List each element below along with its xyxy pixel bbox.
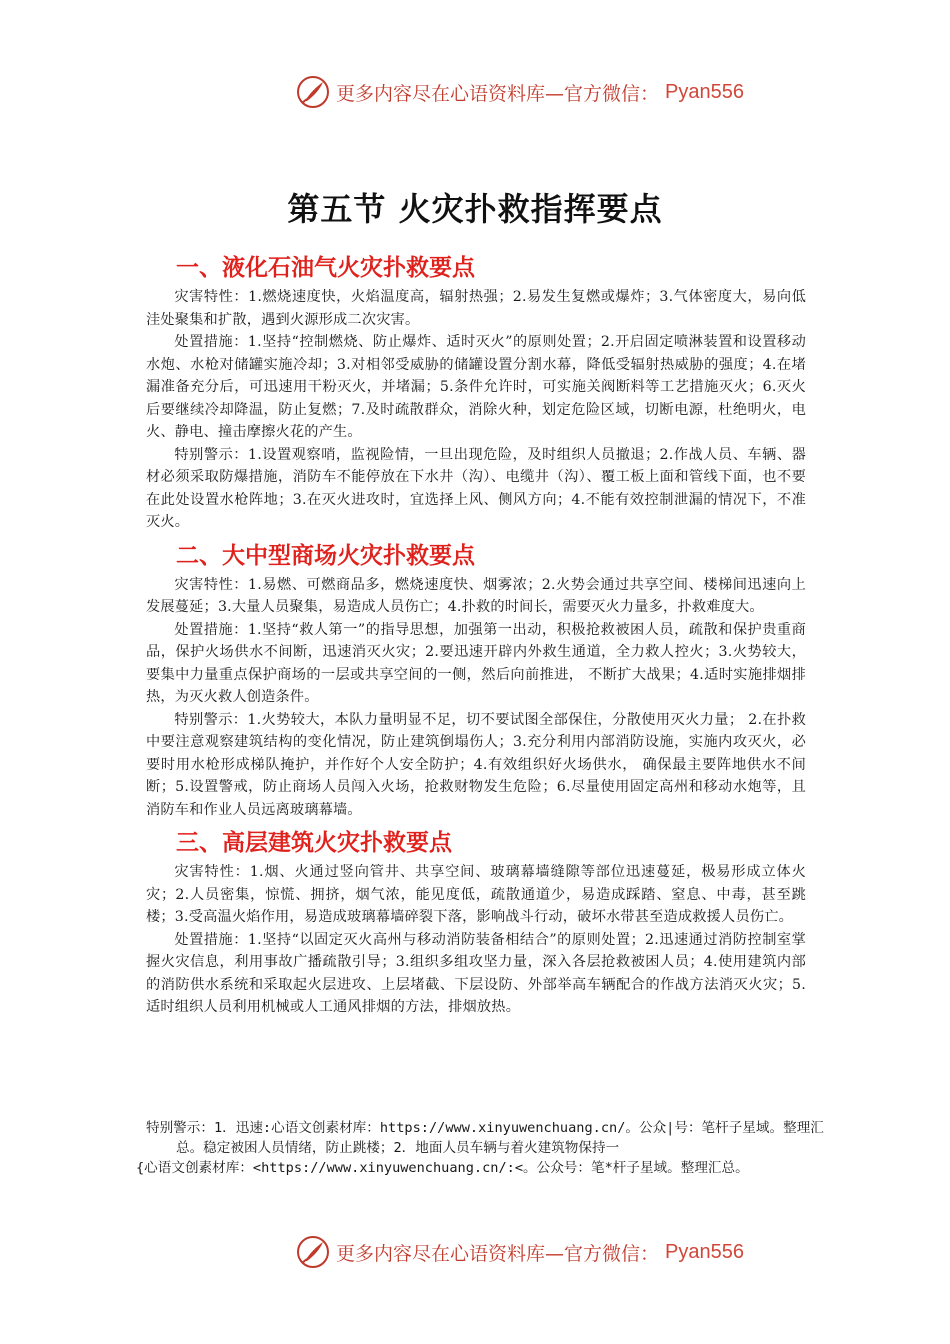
overlay-text-line: 总。稳定被困人员情绪，防止跳楼；2．地面人员车辆与着火建筑物保持一: [176, 1140, 620, 1156]
document-body: [146, 250, 806, 1023]
wechat-id: Pyan556: [665, 1240, 744, 1263]
paragraph-warnings: 特别警示：1.设置观察哨，监视险情，一旦出现危险，及时组织人员撤退；2.作战人员、车辆、器材必须采取防爆措施，消防车不能停放在下水井（沟）、电缆井（沟）、覆工板上面和管线下面，也不要在此处设置水枪阵地；3.在灭火进攻时，宜选择上风、侧风方向；4.不能有效控制泄漏的情况下，不准灭火。: [146, 446, 806, 530]
section-mall: [146, 538, 806, 822]
banner-text: 更多内容尽在心语资料库—官方微信：: [336, 82, 660, 105]
section-heading: 三、高层建筑火灾扑救要点: [176, 830, 452, 856]
paragraph-measures: 处置措施：1.坚持“救人第一”的指导思想，加强第一出动，积极抢救被困人员，疏散和保护贵重商品，保护火场供水不间断，迅速消灭火灾；2.要迅速开辟内外救生通道，全力救人控火；3.火势较大，要集中力量重点保护商场的一层或共享空间的一侧，然后向前推进， 不断扩大战果；4.适时实施排烟排热，为灭火救人创造条件。: [146, 621, 806, 705]
feather-pen-logo-icon: [296, 1235, 330, 1269]
section-lpg: [146, 250, 806, 534]
paragraph-warnings: 特别警示：1.火势较大，本队力量明显不足，切不要试图全部保住，分散使用灭火力量； 2.在扑救中要注意观察建筑结构的变化情况，防止建筑倒塌伤人；3.充分利用内部消防设施，实施内攻灭火，必要时用水枪形成梯队掩护，并作好个人安全防护；4.有效组织好火场供水， 确保最主要阵地供水不间断；5.设置警戒，防止商场人员闯入火场，抢救财物发生危险；6.尽量使用固定高州和移动水炮等，且消防车和作业人员远离玻璃幕墙。: [146, 711, 806, 818]
paragraph-measures: 处置措施：1.坚持“以固定灭火高州与移动消防装备相结合”的原则处置；2.迅速通过消防控制室掌握火灾信息，利用事故广播疏散引导；3.组织多组攻坚力量，深入各层抢救被困人员；4.使用建筑内部的消防供水系统和采取起火层进攻、上层堵截、下层设防、外部举高车辆配合的作战方法消灭火灾；5.适时组织人员利用机械或人工通风排烟的方法，排烟放热。: [146, 931, 806, 1015]
page-title: 第五节 火灾扑救指挥要点: [287, 190, 663, 228]
overlay-text-line: 特别警示：1．迅速:心语文创素材库：https://www.xinyuwenchuang.cn/。公众|号：笔杆子星域。整理汇: [146, 1120, 824, 1136]
section-heading: 二、大中型商场火灾扑救要点: [176, 542, 475, 569]
paragraph-measures: 处置措施：1.坚持“控制燃烧、防止爆炸、适时灭火”的原则处置；2.开启固定喷淋装置和设置移动水炮、水枪对储罐实施冷却；3.对相邻受威胁的储罐设置分割水幕，降低受辐射热威胁的强度；4.在堵漏准备充分后，可迅速用干粉灭火，并堵漏；5.条件允许时，可实施关阀断料等工艺措施灭火；6.灭火后要继续冷却降温，防止复燃；7.及时疏散群众，消除火种，划定危险区域，切断电源，杜绝明火，电火、静电、撞击摩擦火花的产生。: [146, 334, 806, 440]
overlay-text-line: {心语文创素材库：<https://www.xinyuwenchuang.cn/:<。公众号：笔*杆子星域。整理汇总。: [136, 1160, 749, 1176]
paragraph-hazards: 灾害特性：1.易燃、可燃商品多，燃烧速度快、烟雾浓；2.火势会通过共享空间、楼梯间迅速向上发展蔓延；3.大量人员聚集，易造成人员伤亡；4.扑救的时间长，需要灭火力量多，扑救难度大。: [146, 576, 806, 615]
section-highrise: [146, 825, 806, 1019]
banner-text: 更多内容尽在心语资料库—官方微信：: [336, 1242, 660, 1265]
paragraph-hazards: 灾害特性：1.烟、火通过竖向管井、共享空间、玻璃幕墙缝隙等部位迅速蔓延，极易形成立体火灾；2.人员密集，惊慌、拥挤，烟气浓，能见度低，疏散通道少，易造成踩踏、窒息、中毒，甚至跳楼；3.受高温火焰作用，易造成玻璃幕墙碎裂下落，影响战斗行动，破坏水带甚至造成救援人员伤亡。: [146, 864, 806, 925]
section-heading: 一、液化石油气火灾扑救要点: [176, 255, 475, 281]
wechat-id: Pyan556: [665, 80, 744, 103]
footer-watermark-banner: [296, 1234, 744, 1270]
feather-pen-logo-icon: [296, 75, 330, 109]
header-watermark-banner: [296, 74, 744, 110]
paragraph-hazards: 灾害特性：1.燃烧速度快，火焰温度高，辐射热强；2.易发生复燃或爆炸；3.气体密度大，易向低洼处聚集和扩散，遇到火源形成二次灾害。: [146, 289, 806, 328]
